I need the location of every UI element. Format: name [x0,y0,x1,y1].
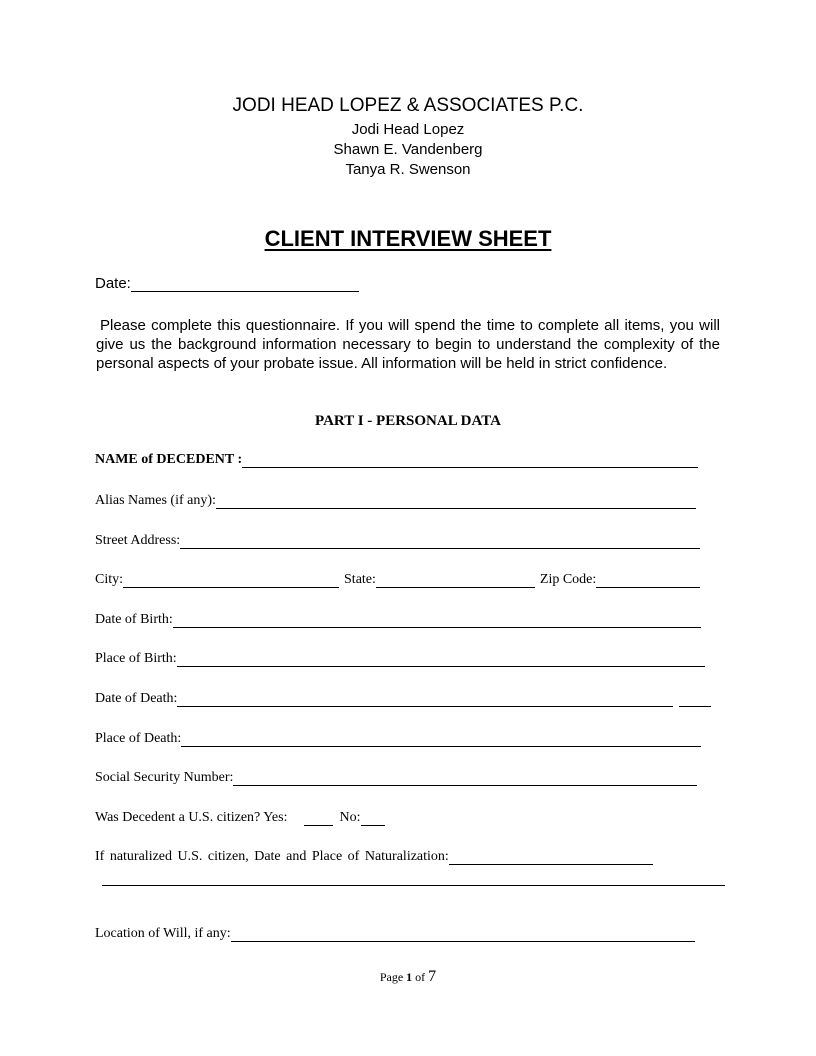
us-citizen-no-label: No: [339,810,361,825]
us-citizen-no-line[interactable] [361,811,385,826]
place-of-death-label: Place of Death: [95,731,182,746]
place-of-birth-line[interactable] [177,652,705,667]
name-of-decedent-label: NAME of DECEDENT : [95,452,243,467]
attorney-name: Jodi Head Lopez [351,121,465,138]
ssn-line[interactable] [233,771,697,786]
will-location-label: Location of Will, if any: [95,926,231,941]
attorney-name: Tanya R. Swenson [345,161,471,178]
date-of-death-extra-line[interactable] [679,692,711,707]
name-of-decedent-line[interactable] [242,453,698,468]
date-of-birth-label: Date of Birth: [95,612,173,627]
place-of-birth-row [95,651,705,667]
date-label: Date: [95,275,131,292]
date-row [95,276,359,292]
ssn-label: Social Security Number: [95,770,234,785]
date-of-death-line[interactable] [177,692,673,707]
of-word: of [415,970,426,984]
will-location-row [95,926,695,942]
us-citizen-row [95,810,385,826]
street-address-label: Street Address: [95,533,181,548]
firm-name: JODI HEAD LOPEZ & ASSOCIATES P.C. [232,95,584,116]
date-of-death-label: Date of Death: [95,691,178,706]
naturalization-row [95,849,653,865]
date-input-line[interactable] [131,277,359,292]
alias-names-row [95,493,696,509]
naturalization-continuation-line[interactable] [102,871,725,886]
page-footer [0,968,816,986]
city-line[interactable] [123,573,339,588]
page-number: 1 [406,970,413,984]
date-of-birth-row [95,612,701,628]
instructions-paragraph: Please complete this questionnaire. If you will spend the time to complete all items, you will give us the background information necessary to begin to understand the complexity of the personal aspects of your probate issue. All information will be held in strict confidence. [96,317,720,372]
page-word: Page [379,970,404,984]
street-address-row [95,533,700,549]
place-of-death-line[interactable] [181,732,701,747]
alias-names-label: Alias Names (if any): [95,493,216,508]
zip-code-label: Zip Code: [539,572,597,587]
city-label: City: [95,572,124,587]
state-line[interactable] [376,573,535,588]
form-title-text: CLIENT INTERVIEW SHEET [264,226,552,251]
state-label: State: [344,572,376,587]
us-citizen-yes-line[interactable] [304,811,333,826]
place-of-birth-label: Place of Birth: [95,651,177,666]
street-address-line[interactable] [180,534,700,549]
naturalization-line[interactable] [449,850,653,865]
zip-code-line[interactable] [596,573,700,588]
will-location-line[interactable] [231,927,695,942]
ssn-row [95,770,697,786]
city-state-zip-row [95,572,700,588]
form-title [0,226,816,252]
naturalization-label: If naturalized U.S. citizen, Date and Place of Naturalization: [95,849,449,864]
total-pages: 7 [428,968,437,985]
date-of-death-row [95,691,711,707]
place-of-death-row [95,731,701,747]
name-of-decedent-row [95,452,698,468]
part-heading: PART I - PERSONAL DATA [315,413,501,429]
alias-names-line[interactable] [216,494,696,509]
attorney-name: Shawn E. Vandenberg [333,141,483,158]
us-citizen-label: Was Decedent a U.S. citizen? Yes: [95,810,288,825]
date-of-birth-line[interactable] [173,613,701,628]
